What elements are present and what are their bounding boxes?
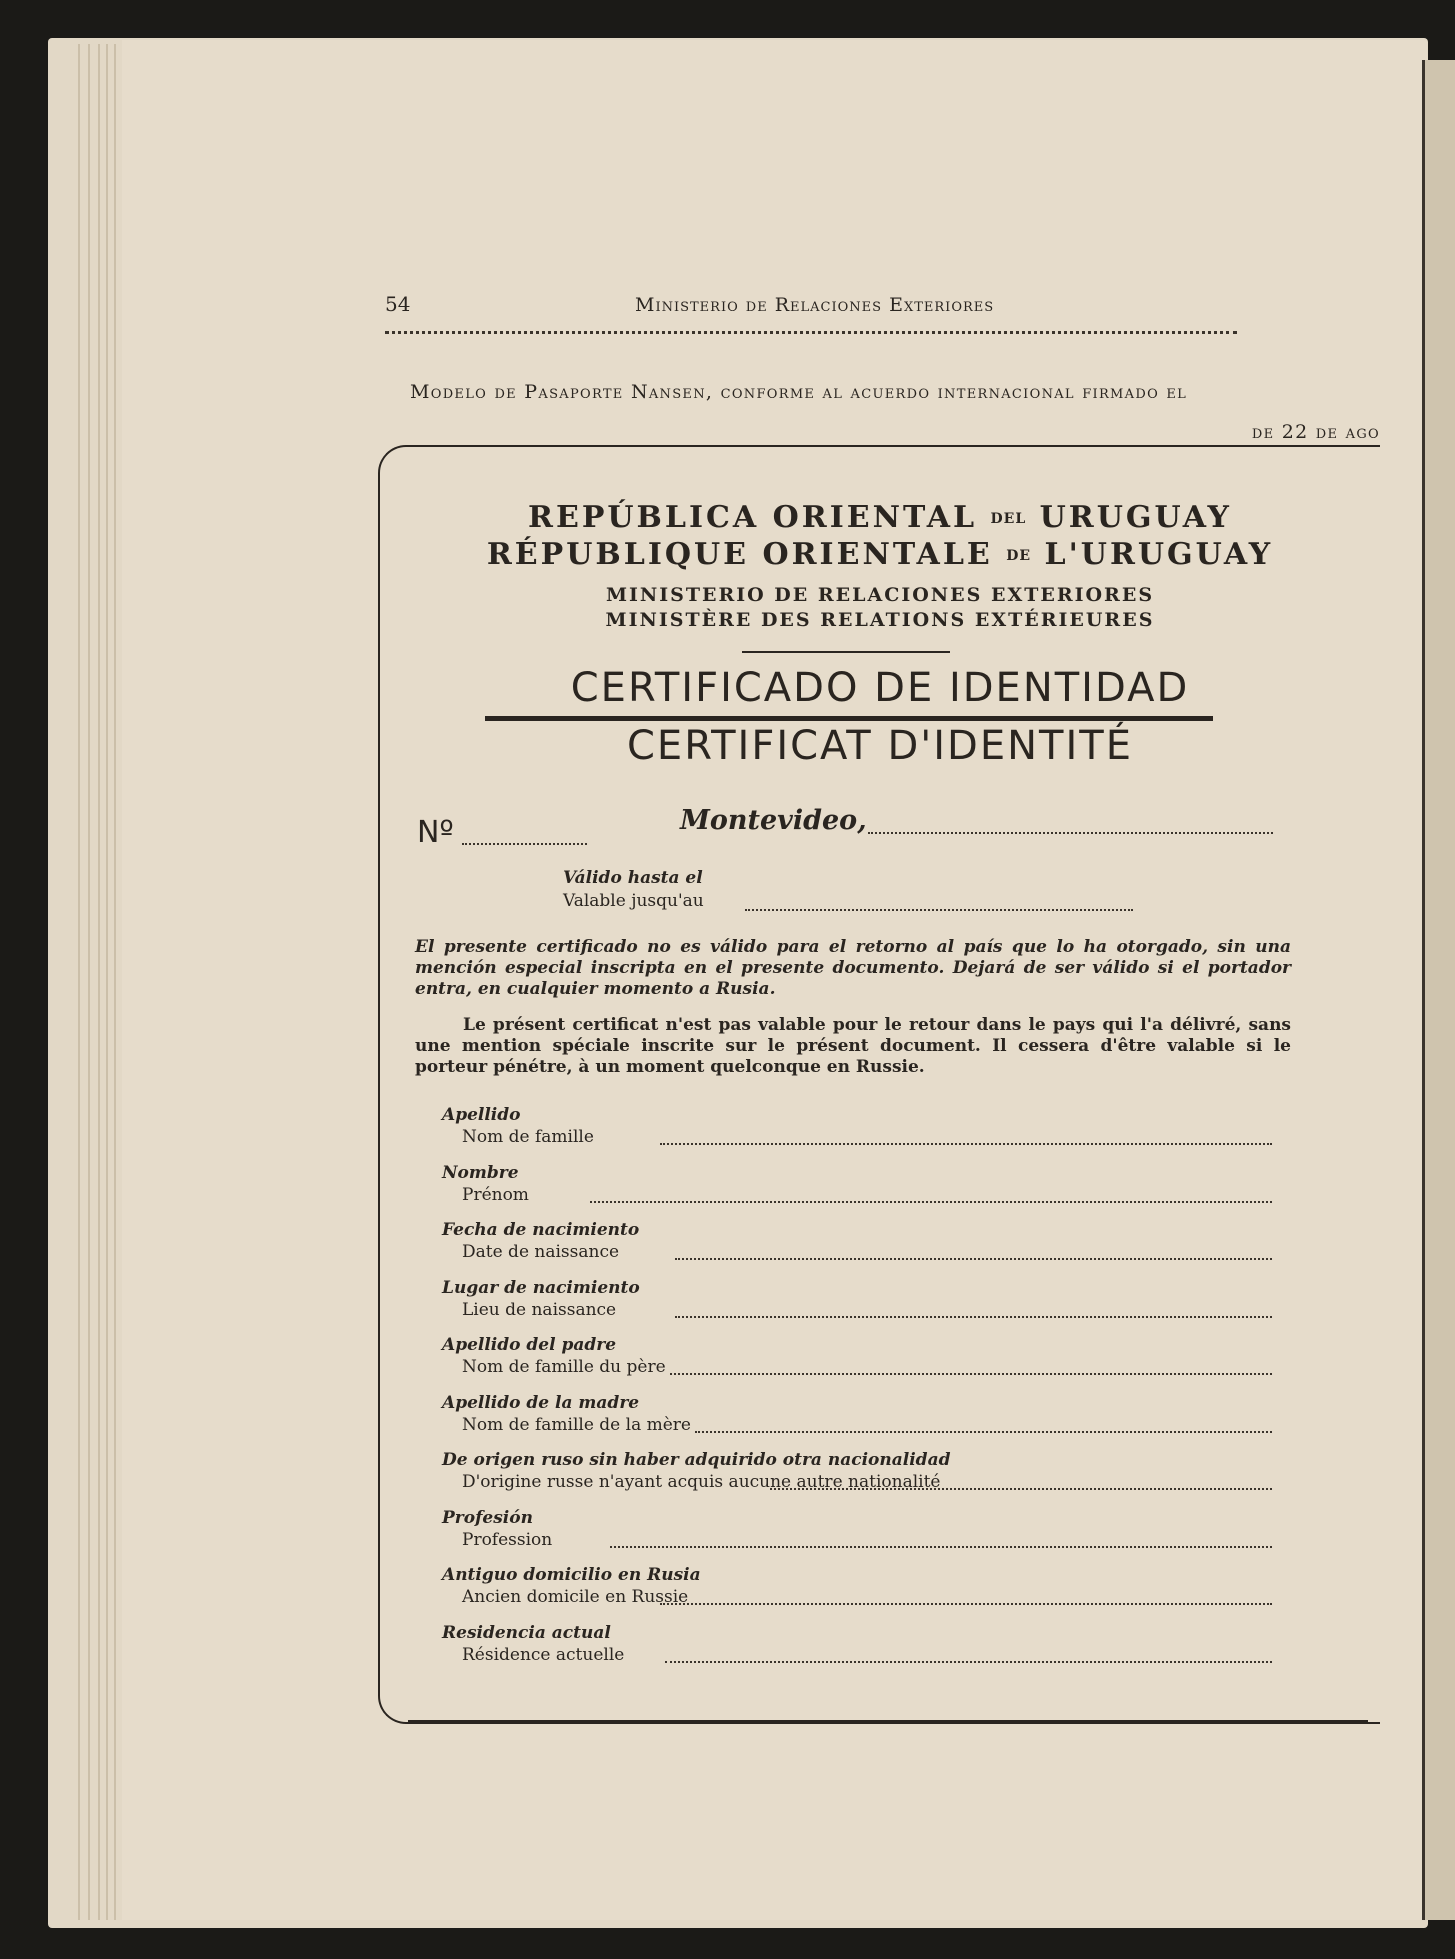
header-dotted-rule — [385, 331, 1237, 334]
field-fill-line — [665, 1661, 1272, 1663]
field-label-fr: Résidence actuelle — [462, 1644, 625, 1665]
identity-field-row — [442, 1450, 1272, 1502]
field-label-fr: D'origine russe n'ayant acquis aucune autre nationalité — [462, 1472, 941, 1492]
field-label-fr: Nom de famille — [462, 1127, 594, 1147]
header-republic-fr — [380, 537, 1380, 572]
identity-field-row — [442, 1565, 1272, 1617]
number-dotted-line — [462, 843, 587, 845]
date-dotted-line — [868, 832, 1273, 834]
caption-line-1: Modelo de Pasaporte Nansen, conforme al acuerdo internacional firmado el — [410, 381, 1188, 403]
field-label-fr: Lieu de naissance — [462, 1299, 617, 1320]
field-label-fr: Prénom — [462, 1184, 529, 1205]
notice-es: El presente certificado no es válido para el retorno al país que lo ha otorgado, sin una mención especial inscripta en el presente documento. Dejará de ser válido si el portador entra, en cualquier momento a Rusia. — [415, 937, 1291, 999]
field-fill-line — [660, 1603, 1272, 1605]
identity-field-row — [442, 1220, 1272, 1272]
field-label-es: Apellido — [442, 1105, 521, 1125]
identity-field-row — [442, 1623, 1272, 1675]
header-republic-es — [380, 500, 1380, 535]
valid-until-fr: Valable jusqu'au — [563, 891, 704, 911]
header-divider — [742, 651, 950, 653]
valid-until-es: Válido hasta el — [563, 868, 703, 888]
field-label-fr: Ancien domicile en Russie — [462, 1587, 689, 1607]
identity-field-row — [442, 1278, 1272, 1330]
stacked-page-edges — [48, 38, 132, 1928]
field-fill-line — [675, 1258, 1272, 1260]
field-label-es: Apellido de la madre — [442, 1392, 640, 1413]
field-fill-line — [590, 1201, 1272, 1203]
field-label-fr: Nom de famille de la mère — [462, 1414, 691, 1435]
field-label-fr: Profession — [462, 1529, 553, 1550]
certificate-title-fr: CERTIFICAT D'IDENTITÉ — [627, 723, 1133, 769]
field-label-es: Lugar de nacimiento — [442, 1277, 640, 1298]
figure-caption — [410, 372, 1380, 452]
field-label-es: Fecha de nacimiento — [442, 1220, 640, 1240]
notice-fr: Le présent certificat n'est pas valable pour le retour dans le pays qui l'a délivré, sans une mention spéciale inscrite sur le présent document. Il cessera d'être valable si le porteur pénétre, à un moment quelconque en Russie. — [415, 1015, 1291, 1077]
ministry-es: MINISTERIO DE RELACIONES EXTERIORES — [605, 584, 1155, 606]
field-label-es: Nombre — [442, 1162, 519, 1183]
field-label-es: De origen ruso sin haber adquirido otra nacionalidad — [442, 1450, 951, 1470]
field-label-fr: Nom de famille du père — [462, 1357, 666, 1377]
header-es-part-c: URUGUAY — [1039, 500, 1232, 535]
field-fill-line — [610, 1546, 1272, 1548]
caption-line-2: de 22 de ago — [1251, 421, 1380, 443]
field-fill-line — [670, 1373, 1272, 1375]
header-fr-part-c: L'URUGUAY — [1044, 537, 1274, 572]
field-fill-line — [660, 1143, 1272, 1145]
certificate-title-es: CERTIFICADO DE IDENTIDAD — [570, 665, 1190, 711]
header-es-part-a: REPÚBLICA ORIENTAL — [528, 500, 978, 535]
identity-field-row — [442, 1508, 1272, 1560]
field-label-fr: Date de naissance — [462, 1242, 620, 1262]
header-fr-part-a: RÉPUBLIQUE ORIENTALE — [486, 537, 993, 572]
ministry-fr: MINISTÈRE DES RELATIONS EXTÉRIEURES — [605, 609, 1155, 631]
facing-page-edge — [1422, 60, 1455, 1920]
number-label: Nº — [417, 815, 454, 850]
identity-field-row — [442, 1105, 1272, 1157]
city-label: Montevideo, — [680, 805, 867, 836]
running-head — [385, 292, 1237, 318]
field-label-es: Antiguo domicilio en Rusia — [442, 1565, 701, 1585]
header-es-part-b: DEL — [990, 511, 1027, 527]
field-fill-line — [675, 1316, 1272, 1318]
field-fill-line — [695, 1431, 1272, 1433]
title-underline — [485, 716, 1213, 721]
page-number: 54 — [385, 292, 411, 316]
field-label-es: Residencia actual — [442, 1622, 611, 1643]
identity-field-row — [442, 1335, 1272, 1387]
field-fill-line — [770, 1488, 1272, 1490]
valid-until-dotted-line — [745, 909, 1133, 911]
field-label-es: Profesión — [442, 1507, 533, 1528]
bottom-rule — [408, 1720, 1368, 1722]
identity-field-row — [442, 1393, 1272, 1445]
running-title: Ministerio de Relaciones Exteriores — [635, 294, 995, 316]
header-fr-part-b: DE — [1006, 548, 1032, 564]
identity-field-row — [442, 1163, 1272, 1215]
field-label-es: Apellido del padre — [442, 1335, 617, 1355]
